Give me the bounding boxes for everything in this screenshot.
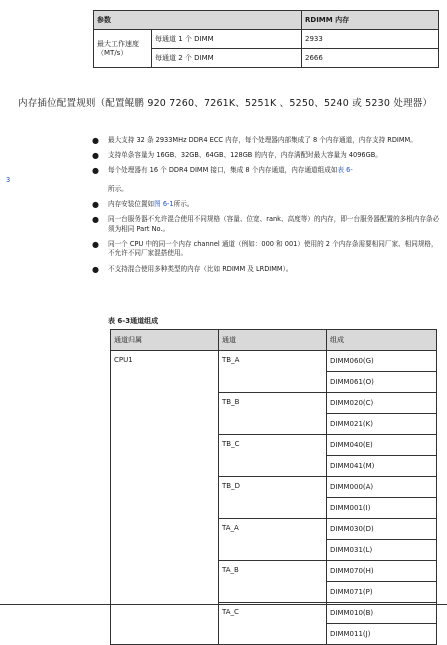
spec-config-cell: 每通道 2 个 DIMM [152,49,302,68]
dimm-cell: DIMM061(O) [327,372,437,393]
channel-cell: TB_B [219,393,327,435]
rule-text: 内存安装位置如 [108,200,155,209]
dimm-cell: DIMM041(M) [327,456,437,477]
rule-item [92,200,440,210]
rule-item [92,240,440,259]
bullet-dot-icon: ● [92,264,99,274]
rule-item [6,166,440,195]
spec-row-label: 最大工作速度（MT/s） [94,30,152,68]
bullet-dot-icon: ● [92,151,99,161]
rule-text-after: 所示。 [173,200,194,209]
rule-item [92,136,440,146]
max-speed-table [93,10,439,68]
figure-6-1-link[interactable]: 图 6-1 [154,200,174,209]
spec-table-header-row [94,11,439,30]
rule-text: 支持单条容量为 16GB、32GB、64GB、128GB 的内存，内存满配时最大容量为 4096GB。 [108,151,382,160]
dimm-cell: DIMM011(J) [327,624,437,645]
channel-cell: TA_B [219,561,327,603]
group-table-body [111,351,437,645]
spec-value-cell: 2933 [302,30,439,49]
header-composition: 组成 [327,330,437,351]
rule-item [92,151,440,161]
table-6-3-link[interactable]: 表 6- [337,166,353,175]
rule-item [92,265,440,275]
group-table-header-row [111,330,437,351]
table-6-3-link-tail[interactable]: 3 [6,175,11,184]
dimm-cell: DIMM040(E) [327,435,437,456]
cpu-cell: CPU1 [111,351,219,645]
rule-text-after: 所示。 [108,185,128,194]
bullet-dot-icon: ● [92,239,99,249]
rule-text: 同一个 CPU 中的同一个内存 channel 通道（例如：000 和 001）使用的 2 个内存条需要相同厂家、相同规格，不允许不同厂家混搭使用。 [108,239,438,258]
dimm-cell: DIMM010(B) [327,603,437,624]
spec-config-cell: 每通道 1 个 DIMM [152,30,302,49]
page-footer-rule [0,604,447,605]
bullet-dot-icon: ● [92,166,99,176]
dimm-cell: DIMM031(L) [327,540,437,561]
spec-header-rdimm: RDIMM 内存 [302,11,439,30]
channel-cell: TA_A [219,519,327,561]
dimm-cell: DIMM071(P) [327,582,437,603]
table-caption: 表 6-3通道组成 [108,317,159,325]
section-heading: 内存插位配置规则（配置鲲鹏 920 7260、7261K、5251K 、5250、5240 或 5230 处理器） [18,98,433,109]
channel-cell: TA_C [219,603,327,645]
dimm-cell: DIMM001(I) [327,498,437,519]
dimm-cell: DIMM070(H) [327,561,437,582]
channel-cell: TB_A [219,351,327,393]
spec-value-cell: 2666 [302,49,439,68]
header-ownership: 通道归属 [111,330,219,351]
spec-header-param: 参数 [94,11,302,30]
dimm-cell: DIMM060(G) [327,351,437,372]
dimm-cell: DIMM000(A) [327,477,437,498]
rule-text: 每个处理器有 16 个 DDR4 DIMM 接口，集成 8 个内存通道，内存通道组成如 [108,166,338,175]
rules-list [6,136,440,280]
channel-cell: TB_C [219,435,327,477]
bullet-dot-icon: ● [92,215,99,225]
dimm-cell: DIMM020(C) [327,393,437,414]
bullet-dot-icon: ● [92,136,99,145]
rule-item [92,215,440,234]
table-row [111,351,437,372]
bullet-dot-icon: ● [92,200,99,210]
rule-text: 不支持混合使用多种类型的内存（比如 RDIMM 及 LRDIMM）。 [108,264,293,273]
channel-cell: TB_D [219,477,327,519]
spec-table-row [94,30,439,49]
rule-text: 最大支持 32 条 2933MHz DDR4 ECC 内存，每个处理器内部集成了 8 个内存通道，内存支持 RDIMM。 [108,136,417,144]
dimm-cell: DIMM021(K) [327,414,437,435]
rule-text: 同一台服务器不允许混合使用不同规格（容量、位宽、rank、高度等）的内存，即一台服务器配置的多根内存条必须为相同 Part No.。 [108,215,440,233]
channel-composition-table [110,329,437,645]
header-channel: 通道 [219,330,327,351]
dimm-cell: DIMM030(D) [327,519,437,540]
